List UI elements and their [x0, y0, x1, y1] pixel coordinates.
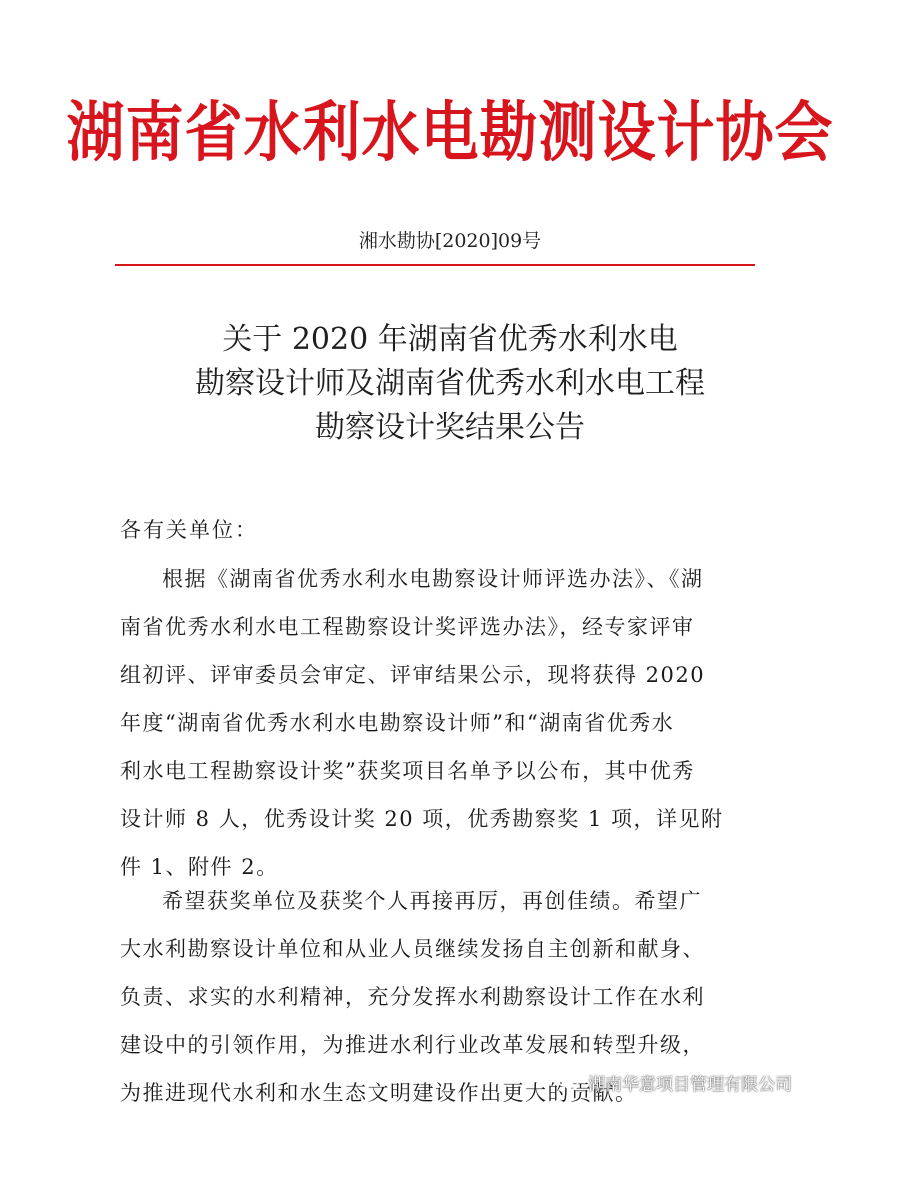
notice-title-line: 勘察设计师及湖南省优秀水利水电工程 [195, 366, 705, 401]
body-paragraph-1 [120, 555, 760, 891]
paragraph-line: 设计师 8 人，优秀设计奖 20 项，优秀勘察奖 1 项，详见附 [120, 807, 724, 831]
wechat-icon [556, 1070, 580, 1094]
paragraph-line: 建设中的引领作用，为推进水利行业改革发展和转型升级， [120, 1033, 705, 1057]
notice-title-line: 勘察设计奖结果公告 [315, 410, 585, 445]
paragraph-line: 负责、求实的水利精神，充分发挥水利勘察设计工作在水利 [120, 985, 705, 1009]
paragraph-line: 件 1、附件 2。 [120, 855, 279, 879]
paragraph-line: 为推进现代水利和水生态文明建设作出更大的贡献。 [120, 1081, 638, 1105]
organization-header: 湖南省水利水电勘测设计协会 [66, 93, 834, 171]
watermark-text: 湖南华意项目管理有限公司 [588, 1074, 792, 1095]
paragraph-line: 根据《湖南省优秀水利水电勘察设计师评选办法》、《湖 [162, 567, 704, 591]
document-number: 湘水勘协[2020]09号 [358, 230, 542, 252]
paragraph-line: 年度“湖南省优秀水利水电勘察设计师”和“湖南省优秀水 [120, 711, 675, 735]
notice-title-line: 关于 2020 年湖南省优秀水利水电 [222, 322, 678, 357]
paragraph-line: 南省优秀水利水电工程勘察设计奖评选办法》，经专家评审 [120, 615, 695, 639]
paragraph-line: 利水电工程勘察设计奖”获奖项目名单予以公布，其中优秀 [120, 759, 695, 783]
red-divider [115, 264, 755, 266]
notice-title [0, 318, 900, 450]
paragraph-line: 希望获奖单位及获奖个人再接再厉，再创佳绩。希望广 [162, 889, 702, 913]
salutation: 各有关单位： [120, 518, 258, 542]
paragraph-line: 大水利勘察设计单位和从业人员继续发扬自主创新和献身、 [120, 937, 705, 961]
watermark [556, 1066, 792, 1098]
paragraph-line: 组初评、评审委员会审定、评审结果公示，现将获得 2020 [120, 663, 706, 687]
